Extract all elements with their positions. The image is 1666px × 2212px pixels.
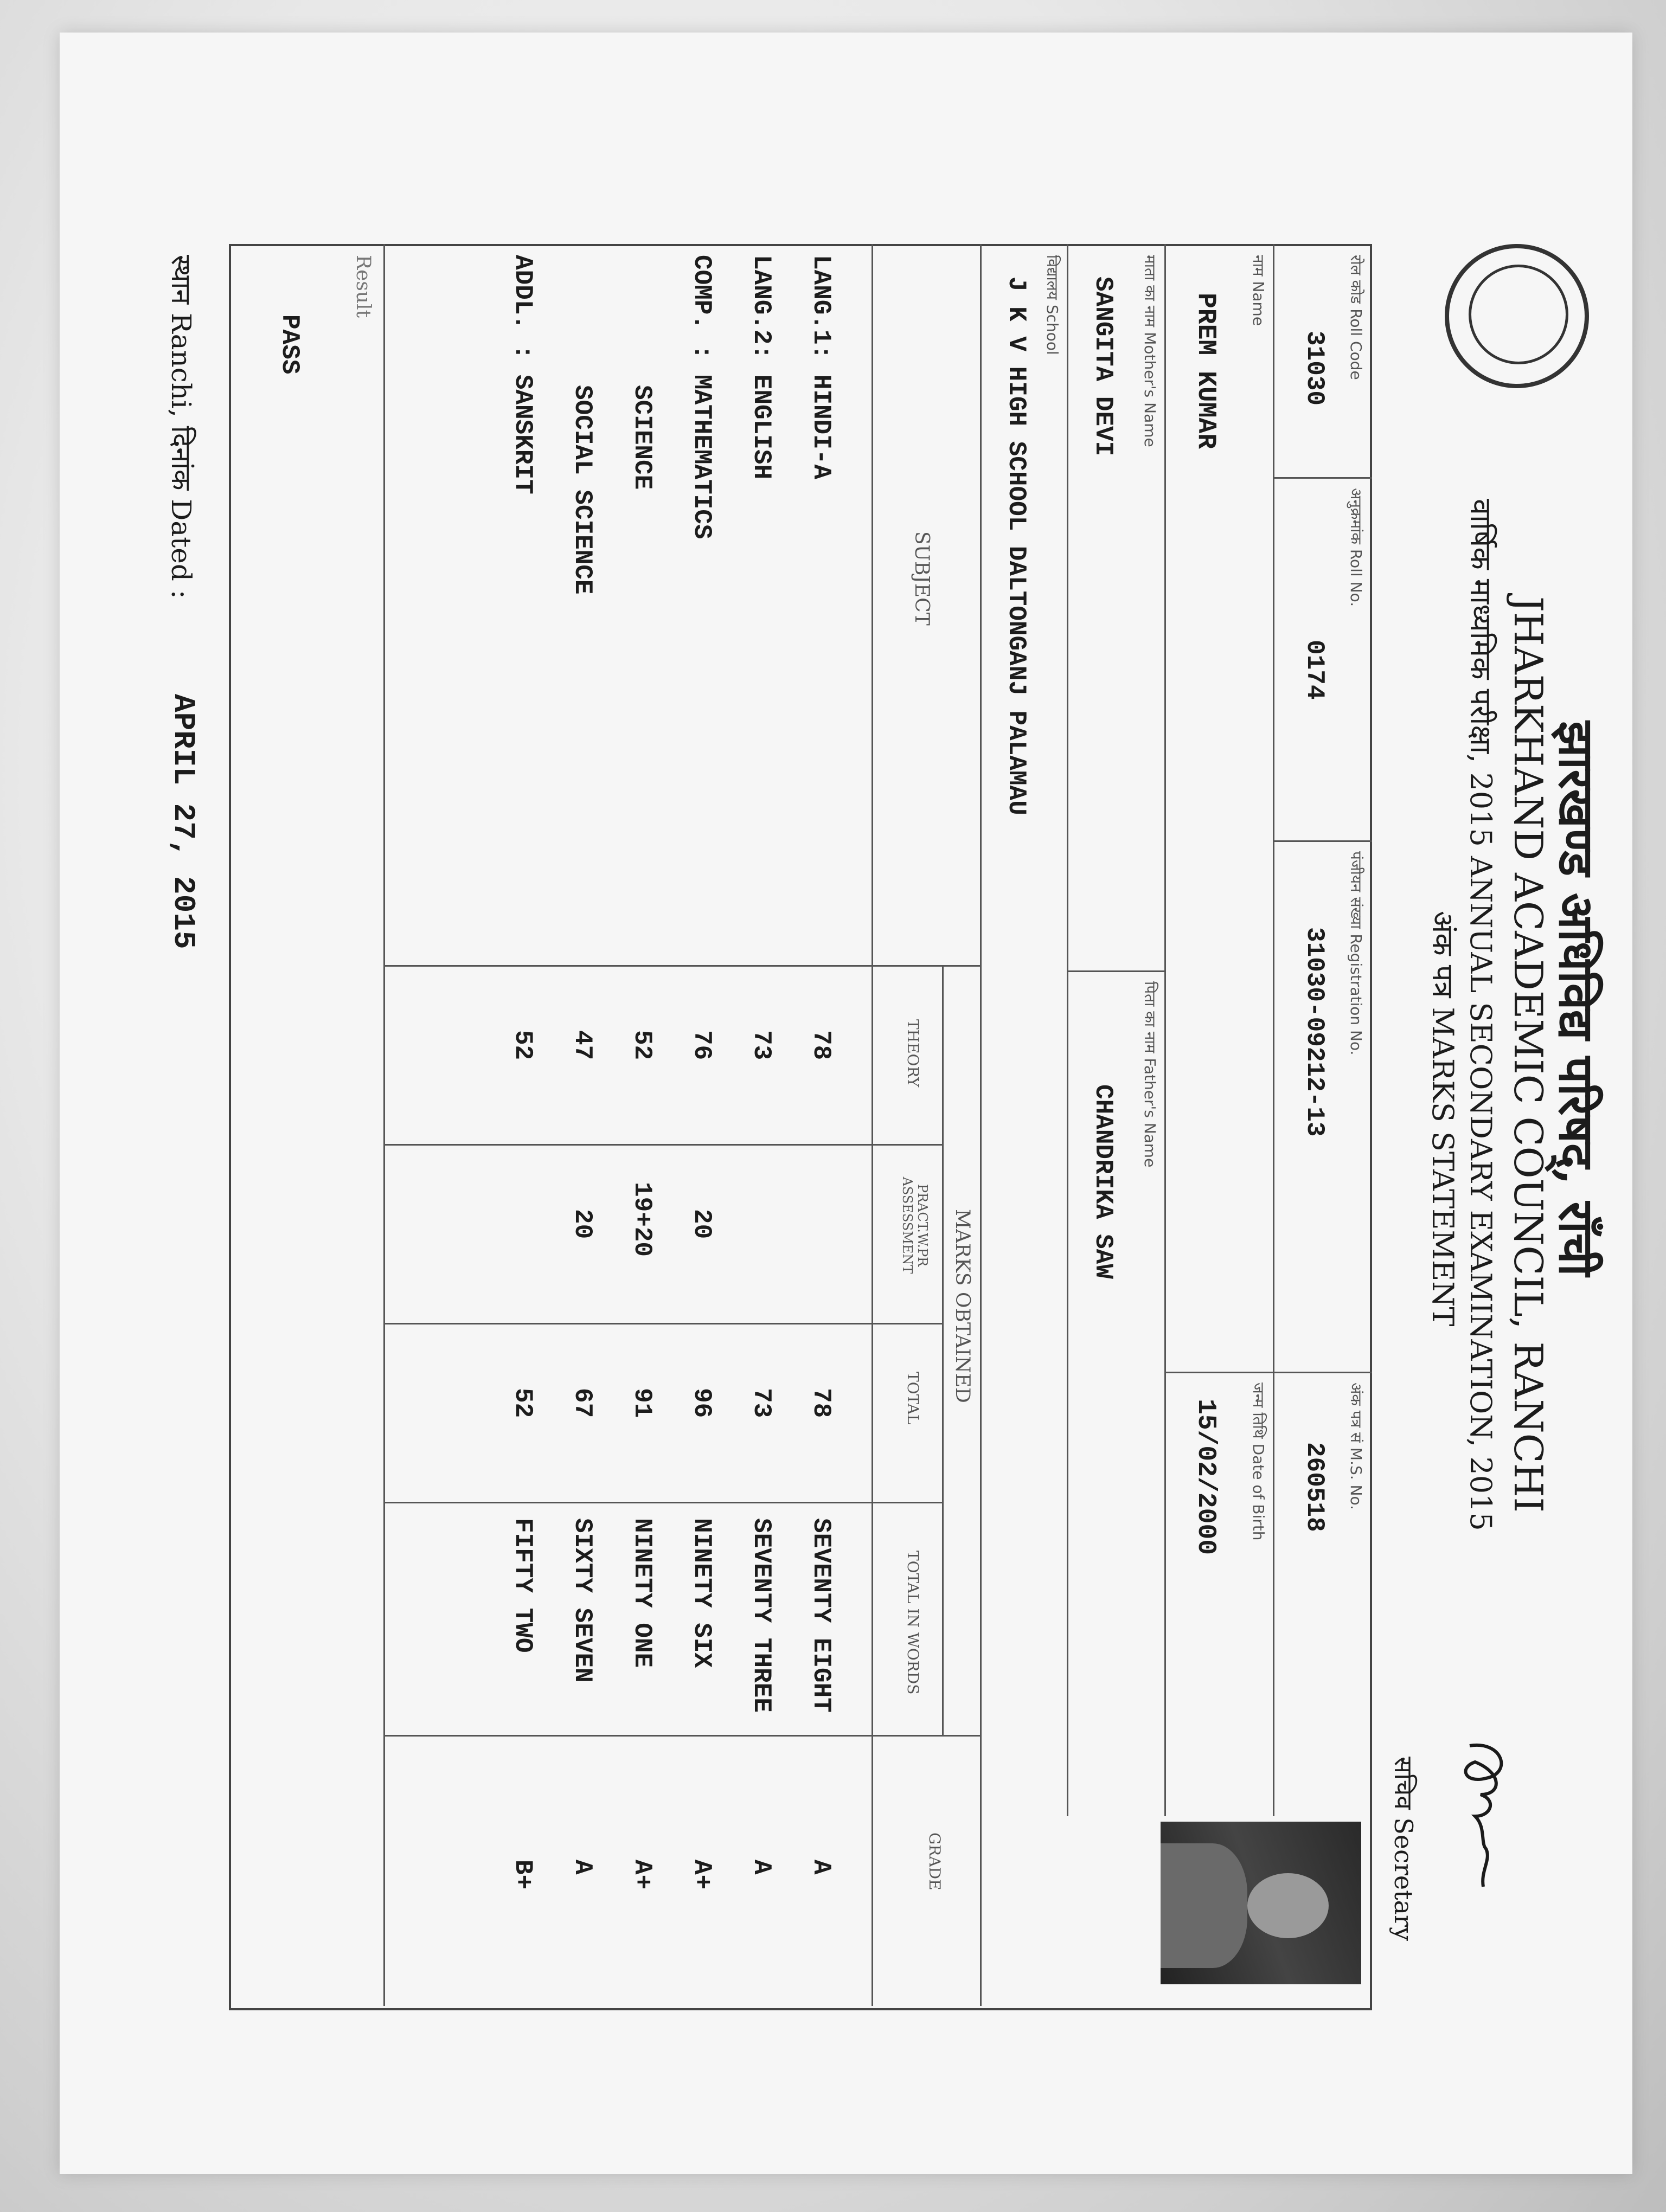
table-row-1-total: 78 <box>807 1388 835 1418</box>
table-row-5-pract: 20 <box>568 1209 597 1239</box>
table-row-2-theory: 73 <box>747 1030 776 1060</box>
mother-name: SANGITA DEVI <box>1089 276 1117 456</box>
marks-frame <box>229 244 1372 2010</box>
table-row-4-grade: A+ <box>628 1860 656 1890</box>
table-row-4-theory: 52 <box>628 1030 656 1060</box>
table-row-1-grade: A <box>807 1860 835 1875</box>
exam-subtitle: वार्षिक माध्यमिक परीक्षा, 2015 ANNUAL SECONDARY EXAMINATION, 2015 <box>1464 499 1498 1531</box>
roll-no-label: अनुक्रमांक Roll No. <box>1347 488 1365 607</box>
marks-sheet <box>60 33 1632 2174</box>
dob-label: जन्म तिथि Date of Birth <box>1250 1382 1267 1541</box>
secretary-label: सचिव Secretary <box>1389 1757 1418 1941</box>
table-row-2-grade: A <box>747 1860 776 1875</box>
table-row-5-theory: 47 <box>568 1030 597 1060</box>
table-row-6-words: FIFTY TWO <box>509 1518 537 1653</box>
col-pract: PRACT.W.PR ASSESSMENT <box>900 1176 930 1274</box>
table-row-3-grade: A+ <box>688 1860 716 1890</box>
roll-code-label: रोल कोड Roll Code <box>1347 255 1365 380</box>
father-label: पिता का नाम Father's Name <box>1141 981 1159 1168</box>
table-row-3-words: NINETY SIX <box>688 1518 716 1668</box>
col-grade: GRADE <box>926 1832 944 1891</box>
table-row-2-words: SEVENTY THREE <box>747 1518 776 1713</box>
table-row-2-total: 73 <box>747 1388 776 1418</box>
student-name: PREM KUMAR <box>1191 293 1220 449</box>
col-theory: THEORY <box>904 1019 922 1088</box>
mother-label: माता का नाम Mother's Name <box>1141 255 1159 447</box>
table-row-4-pract: 19+20 <box>628 1182 656 1257</box>
table-row-5-subject: SOCIAL SCIENCE <box>568 385 597 595</box>
result-value: PASS <box>275 314 304 375</box>
roll-code: 31030 <box>1300 331 1329 406</box>
table-row-1-subject: LANG.1: HINDI-A <box>807 255 835 480</box>
statement-label: अंक पत्र MARKS STATEMENT <box>1426 911 1460 1327</box>
table-row-4-words: NINETY ONE <box>628 1518 656 1668</box>
registration-no: 31030-09212-13 <box>1300 927 1329 1137</box>
title-hindi: झारखण्ड अधिविद्य परिषद्, राँची <box>1548 721 1605 1276</box>
table-row-1-theory: 78 <box>807 1030 835 1060</box>
table-row-4-total: 91 <box>628 1388 656 1418</box>
table-row-3-subject: COMP. : MATHEMATICS <box>688 255 716 539</box>
col-total-words: TOTAL IN WORDS <box>904 1551 922 1695</box>
registration-label: पंजीयन संख्या Registration No. <box>1347 851 1365 1056</box>
dob: 15/02/2000 <box>1191 1399 1220 1555</box>
marks-statement-document <box>141 152 1632 2212</box>
secretary-signature <box>1443 1735 1524 1898</box>
title-english: JHARKHAND ACADEMIC COUNCIL, RANCHI <box>1505 596 1551 1513</box>
ms-no: 260518 <box>1300 1442 1329 1532</box>
table-row-5-words: SIXTY SEVEN <box>568 1518 597 1683</box>
table-row-3-total: 96 <box>688 1388 716 1418</box>
ms-no-label: अंक पत्र सं M.S. No. <box>1347 1382 1365 1510</box>
table-row-6-grade: B+ <box>509 1860 537 1890</box>
roll-no: 0174 <box>1300 640 1329 700</box>
school-label: विद्यालय School <box>1043 255 1061 355</box>
col-subject: SUBJECT <box>911 531 933 626</box>
father-name: CHANDRIKA SAW <box>1089 1084 1117 1279</box>
table-row-2-subject: LANG.2: ENGLISH <box>747 255 776 480</box>
name-label: नाम Name <box>1250 255 1267 326</box>
school-name: J K V HIGH SCHOOL DALTONGANJ PALAMAU <box>1002 276 1030 815</box>
table-row-3-theory: 76 <box>688 1030 716 1060</box>
table-row-5-grade: A <box>568 1860 597 1875</box>
table-row-4-subject: SCIENCE <box>628 385 656 490</box>
col-total: TOTAL <box>904 1372 922 1425</box>
table-row-6-subject: ADDL. : SANSKRIT <box>509 255 537 494</box>
place-date-label: स्थान Ranchi, दिनांक Dated : <box>165 255 197 599</box>
issue-date: APRIL 27, 2015 <box>166 694 201 949</box>
table-row-6-total: 52 <box>509 1388 537 1418</box>
table-row-3-pract: 20 <box>688 1209 716 1239</box>
result-label: Result <box>352 255 374 318</box>
student-photo <box>1161 1822 1361 1984</box>
council-logo <box>1445 244 1589 388</box>
table-row-6-theory: 52 <box>509 1030 537 1060</box>
table-row-1-words: SEVENTY EIGHT <box>807 1518 835 1713</box>
col-marks-obtained: MARKS OBTAINED <box>951 1209 973 1403</box>
table-row-5-total: 67 <box>568 1388 597 1418</box>
